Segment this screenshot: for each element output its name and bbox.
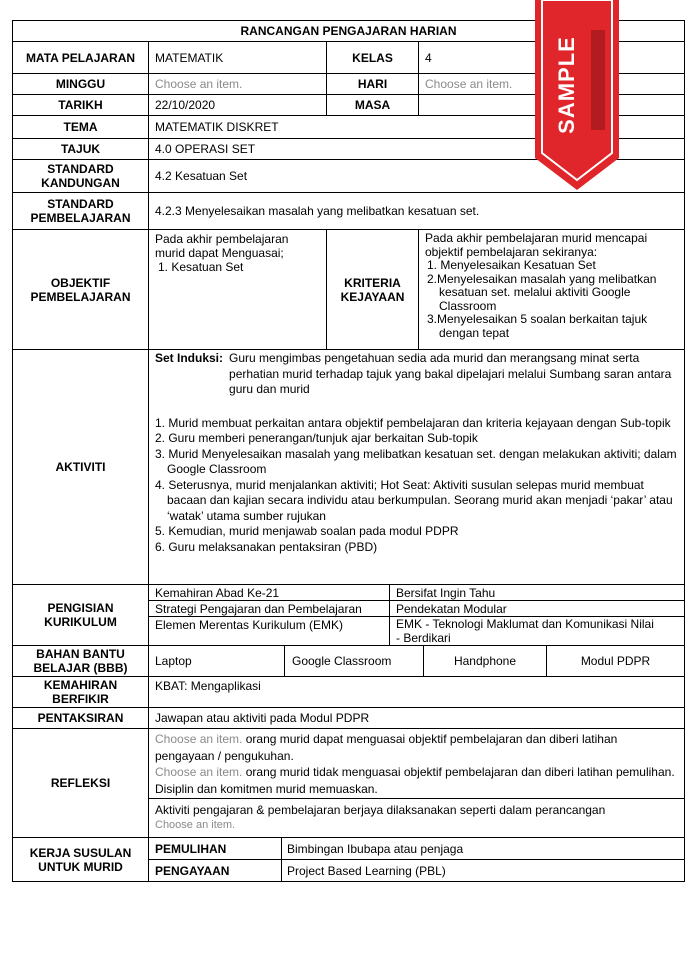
kriteria-item-3: 3.Menyelesaikan 5 soalan berkaitan tajuk dengan tepat	[427, 312, 648, 340]
label-standard-pembelajaran: STANDARD PEMBELAJARAN	[30, 197, 131, 225]
label-masa: MASA	[354, 98, 391, 112]
refleksi-content[interactable]	[155, 731, 677, 797]
aktiviti-step-3: 3. Murid Menyelesaikan masalah yang melibatkan kesatuan set. dengan melakukan aktiviti; dalam Google Classroom	[155, 446, 677, 476]
label-bbb: BAHAN BANTU BELAJAR (BBB)	[33, 647, 128, 675]
hari-dropdown[interactable]: Choose an item.	[425, 77, 513, 91]
bbb-item-google-classroom[interactable]: Google Classroom	[292, 654, 392, 668]
label-tema: TEMA	[63, 120, 98, 134]
label-kerja-susulan: KERJA SUSULAN UNTUK MURID	[29, 845, 132, 874]
label-tarikh: TARIKH	[58, 98, 103, 112]
pengisian-r1a[interactable]: Kemahiran Abad Ke-21	[155, 585, 280, 600]
aktiviti-step-5: 5. Kemudian, murid menjawab soalan pada modul PDPR	[155, 524, 459, 538]
objektif-intro-1: Pada akhir pembelajaran	[155, 232, 289, 246]
kriteria-item-2: 2.Menyelesaikan masalah yang melibatkan kesatuan set. melalui aktiviti Google Classroom	[427, 271, 657, 313]
refleksi-text-2: orang murid tidak menguasai objektif pembelajaran dan diberi latihan pemulihan. Disiplin dan komitmen murid memuaskan.	[155, 765, 675, 796]
pengisian-r3b[interactable]: EMK - Teknologi Maklumat dan Komunikasi Nilai - Berdikari	[396, 618, 654, 645]
label-pengayaan: PENGAYAAN	[155, 863, 230, 878]
kriteria-content[interactable]	[425, 232, 680, 347]
refleksi-choose-3[interactable]: Choose an item.	[155, 819, 236, 831]
set-induksi-label: Set Induksi:	[155, 351, 224, 365]
value-tarikh[interactable]: 22/10/2020	[155, 98, 216, 112]
bbb-item-handphone[interactable]: Handphone	[453, 654, 517, 668]
label-aktiviti: AKTIVITI	[55, 460, 106, 474]
value-mata-pelajaran[interactable]: MATEMATIK	[155, 50, 224, 65]
set-induksi-text: Guru mengimbas pengetahuan sedia ada murid dan merangsang minat serta perhatian murid terhadap tajuk yang bakal dipelajari melalui Sumbang saran antara guru dan murid	[229, 351, 672, 396]
refleksi-choose-2[interactable]: Choose an item.	[155, 765, 243, 779]
refleksi-line-1	[155, 731, 677, 764]
objektif-item: 1. Kesatuan Set	[158, 260, 244, 274]
value-masa[interactable]	[425, 95, 545, 115]
label-refleksi: REFLEKSI	[50, 776, 111, 790]
value-pentaksiran[interactable]: Jawapan atau aktiviti pada Modul PDPR	[155, 711, 370, 725]
refleksi-line-2	[155, 764, 677, 797]
refleksi-choose-1[interactable]: Choose an item.	[155, 732, 243, 746]
pengisian-r2b[interactable]: Pendekatan Modular	[396, 601, 507, 616]
label-pentaksiran: PENTAKSIRAN	[37, 711, 124, 725]
bbb-item-laptop[interactable]: Laptop	[155, 654, 192, 668]
pengisian-r2a[interactable]: Strategi Pengajaran dan Pembelajaran	[155, 601, 362, 616]
value-standard-kandungan[interactable]: 4.2 Kesatuan Set	[155, 169, 248, 183]
refleksi-content-2[interactable]	[155, 803, 677, 835]
kriteria-intro-1: Pada akhir pembelajaran murid mencapai	[425, 231, 648, 245]
label-minggu: MINGGU	[55, 77, 106, 91]
label-kelas: KELAS	[352, 50, 393, 65]
value-pengayaan[interactable]: Project Based Learning (PBL)	[287, 863, 446, 878]
label-kriteria-kejayaan: KRITERIA KEJAYAAN	[340, 275, 405, 304]
value-pemulihan[interactable]: Bimbingan Ibubapa atau penjaga	[287, 841, 464, 856]
label-kemahiran-berfikir: KEMAHIRAN BERFIKIR	[43, 678, 118, 706]
aktiviti-step-6: 6. Guru melaksanakan pentaksiran (PBD)	[155, 539, 378, 554]
kriteria-item-1: 1. Menyelesaikan Kesatuan Set	[427, 258, 596, 272]
label-hari: HARI	[357, 77, 388, 91]
pengisian-r1b[interactable]: Bersifat Ingin Tahu	[396, 585, 496, 600]
aktiviti-step-1: 1. Murid membuat perkaitan antara objektif pembelajaran dan kriteria kejayaan dengan Sub-topik	[155, 415, 671, 430]
value-standard-pembelajaran[interactable]: 4.2.3 Menyelesaikan masalah yang melibatkan kesatuan set.	[155, 204, 480, 218]
label-pemulihan: PEMULIHAN	[155, 841, 227, 856]
minggu-dropdown[interactable]: Choose an item.	[155, 77, 243, 91]
label-objektif-pembelajaran: OBJEKTIF PEMBELAJARAN	[30, 275, 131, 304]
pengisian-r3a[interactable]: Elemen Merentas Kurikulum (EMK)	[155, 618, 344, 632]
aktiviti-step-2: 2. Guru memberi penerangan/tunjuk ajar berkaitan Sub-topik	[155, 431, 478, 445]
sample-stamp-text: SAMPLE	[554, 36, 579, 134]
label-tajuk: TAJUK	[60, 142, 101, 156]
aktiviti-step-4: 4. Seterusnya, murid menjalankan aktiviti; Hot Seat: Aktiviti susulan selepas murid membuat bacaan dan kajian secara individu atau berkumpulan. Seorang murid akan menjadi ‘pakar’ atau ‘watak’ utama sumber rujukan	[155, 477, 673, 523]
sample-stamp-ribbon	[535, 0, 619, 190]
value-kelas[interactable]: 4	[425, 50, 432, 65]
value-tema[interactable]: MATEMATIK DISKRET	[155, 120, 279, 134]
refleksi-text-1: orang murid dapat menguasai objektif pembelajaran dan diberi latihan pengayaan / pengukuhan.	[155, 732, 618, 763]
value-kemahiran-berfikir[interactable]: KBAT: Mengaplikasi	[155, 679, 261, 693]
set-induksi	[155, 351, 677, 398]
aktiviti-content[interactable]	[155, 351, 677, 583]
kriteria-intro-2: objektif pembelajaran sekiranya:	[425, 244, 598, 259]
value-tajuk[interactable]: 4.0 OPERASI SET	[155, 142, 256, 156]
label-standard-kandungan: STANDARD KANDUNGAN	[41, 162, 120, 190]
refleksi-text-3: Aktiviti pengajaran & pembelajaran berjaya dilaksanakan seperti dalam perancangan	[155, 803, 606, 817]
label-pengisian-kurikulum: PENGISIAN KURIKULUM	[44, 601, 117, 629]
bbb-item-modul-pdpr[interactable]: Modul PDPR	[580, 654, 651, 668]
document-title: RANCANGAN PENGAJARAN HARIAN	[240, 24, 457, 38]
label-mata-pelajaran: MATA PELAJARAN	[25, 50, 136, 65]
objektif-intro-2: murid dapat Menguasai;	[155, 246, 284, 260]
objektif-content[interactable]	[155, 232, 325, 347]
